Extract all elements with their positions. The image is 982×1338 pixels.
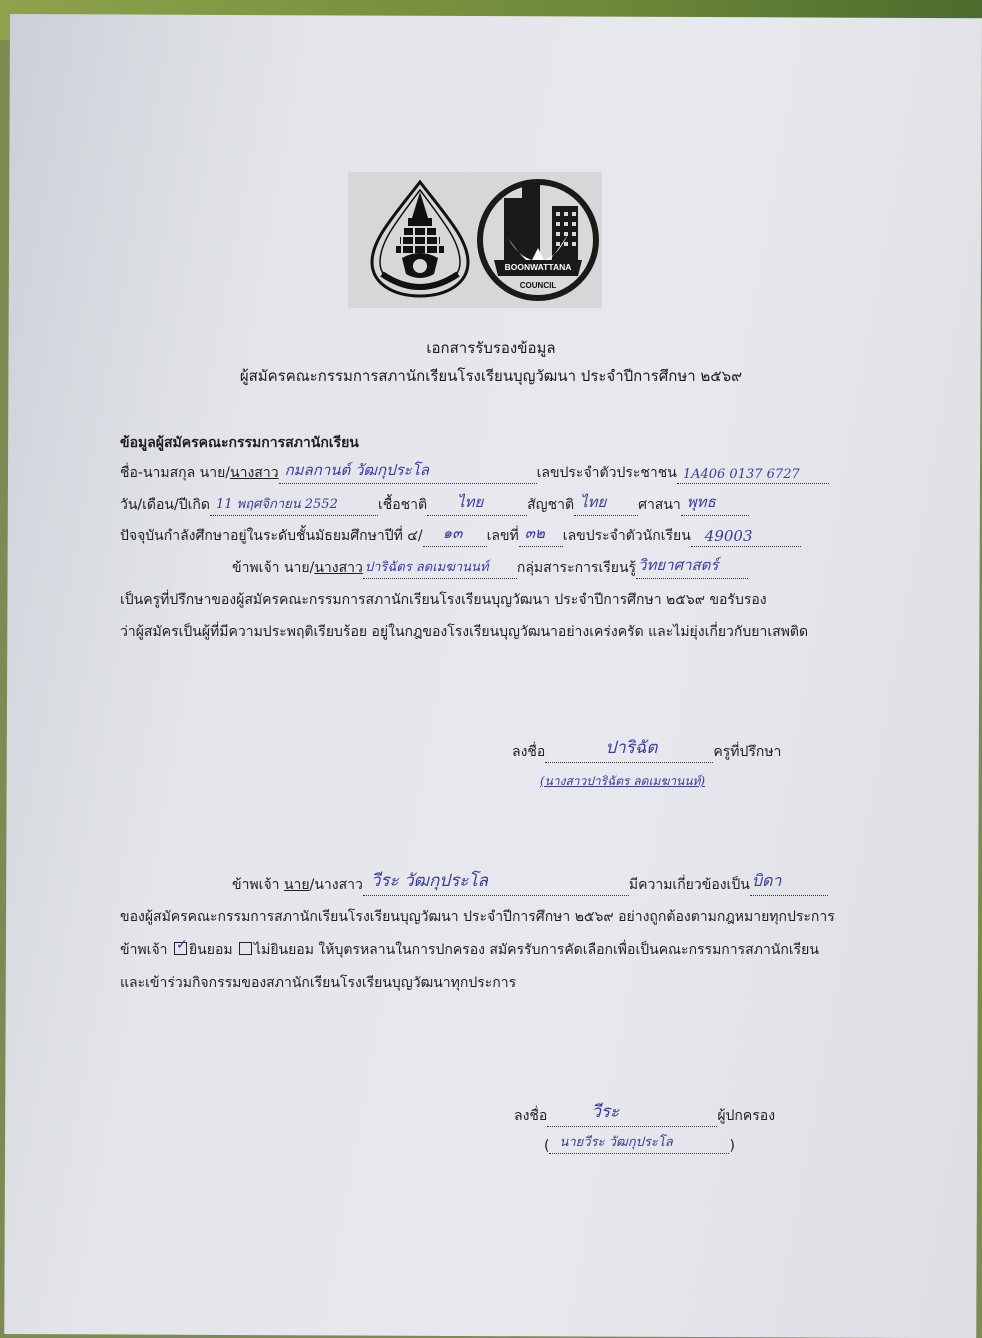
document-subtitle: ผู้สมัครคณะกรรมการสภานักเรียนโรงเรียนบุญวัฒนา ประจำปีการศึกษา ๒๕๖๙ <box>239 367 743 385</box>
guardian-signature-row <box>514 1102 776 1127</box>
document-title: เอกสารรับรองข้อมูล <box>426 339 556 357</box>
name-label: ชื่อ-นามสกุล นาย/ <box>120 465 231 481</box>
check-icon: ✓ <box>175 937 188 953</box>
consent-prefix: ข้าพเจ้า <box>120 942 168 958</box>
student-id-label: เลขประจำตัวนักเรียน <box>562 528 691 544</box>
applicant-id-field[interactable] <box>677 467 829 484</box>
advisor-signature-row <box>512 738 782 763</box>
council-logo-text-2: COUNCIL <box>519 281 557 290</box>
religion-field[interactable] <box>681 493 749 516</box>
nationality-label: สัญชาติ <box>527 497 575 513</box>
nationality-field[interactable] <box>574 493 638 516</box>
dob-label: วัน/เดือน/ปีเกิด <box>120 497 210 513</box>
advisor-prefix-ms: นางสาว <box>314 560 363 576</box>
guardian-name-row <box>232 871 828 896</box>
advisor-name-row <box>232 557 748 579</box>
school-seal-logo <box>360 178 480 298</box>
religion-value: พุทธ <box>686 493 716 511</box>
guardian-printed-name: นายวีระ วัฒกุประโล <box>559 1135 673 1150</box>
guardian-relation-field[interactable] <box>750 871 828 896</box>
race-label: เชื้อชาติ <box>377 497 428 513</box>
advisor-group-field[interactable] <box>636 556 748 579</box>
advisor-sign-label: ลงชื่อ <box>512 744 546 760</box>
student-id-field[interactable] <box>691 527 801 547</box>
advisor-printed-name: (นางสาวปาริฉัตร ลดเมฆานนท์) <box>540 774 706 788</box>
guardian-sign-label: ลงชื่อ <box>514 1108 548 1124</box>
guardian-prefix-mr: นาย <box>283 877 310 893</box>
grade-label: ปัจจุบันกำลังศึกษาอยู่ในระดับชั้นมัธยมศึกษาปีที่ ๔/ <box>120 528 423 544</box>
guardian-paragraph-1: ของผู้สมัครคณะกรรมการสภานักเรียนโรงเรียนบุญวัฒนา ประจำปีการศึกษา ๒๕๖๙ อย่างถูกต้องตามกฎหมายทุกประการ <box>120 909 835 925</box>
id-label: เลขประจำตัวประชาชน <box>536 465 677 481</box>
guardian-paragraph-3: และเข้าร่วมกิจกรรมของสภานักเรียนโรงเรียนบุญวัฒนาทุกประการ <box>120 975 517 991</box>
guardian-printed-name-field <box>549 1137 729 1154</box>
advisor-signature-field[interactable] <box>545 738 713 763</box>
advisor-paragraph-1: เป็นครูที่ปรึกษาของผู้สมัครคณะกรรมการสภานักเรียนโรงเรียนบุญวัฒนา ประจำปีการศึกษา ๒๕๖๙ ขอรับรอง <box>120 592 767 608</box>
applicant-grade-row <box>120 525 801 547</box>
guardian-prefix-label: ข้าพเจ้า <box>232 877 280 893</box>
guardian-relation-label: มีความเกี่ยวข้องเป็น <box>628 877 750 893</box>
guardian-relation-value: บิดา <box>751 871 782 890</box>
advisor-name-field[interactable] <box>363 562 517 579</box>
number-field[interactable] <box>519 524 563 547</box>
grade-value: ๑๓ <box>442 524 463 542</box>
guardian-printed-name-row: ( นายวีระ วัฒกุประโล ) <box>544 1137 735 1154</box>
dob-field[interactable] <box>210 499 378 516</box>
guardian-role-label: ผู้ปกครอง <box>717 1108 776 1124</box>
guardian-prefix-rest: /นางสาว <box>309 877 363 893</box>
applicant-dob-row <box>120 494 749 516</box>
guardian-name-field[interactable] <box>363 871 629 896</box>
consent-no-label: ไม่ยินยอม <box>254 942 314 958</box>
race-field[interactable] <box>427 493 527 516</box>
religion-label: ศาสนา <box>638 497 681 513</box>
applicant-name-field[interactable] <box>279 461 537 484</box>
student-id-value: 49003 <box>704 527 753 545</box>
applicant-id-value: 1A406 0137 6727 <box>682 467 800 482</box>
advisor-signature: ปาริฉัต <box>605 738 658 758</box>
advisor-role-label: ครูที่ปรึกษา <box>713 744 782 760</box>
advisor-group-label: กลุ่มสาระการเรียนรู้ <box>516 560 637 576</box>
consent-yes-checkbox[interactable] <box>174 937 188 955</box>
consent-no-checkbox[interactable] <box>239 942 252 955</box>
council-logo <box>474 176 602 304</box>
advisor-paragraph-2: ว่าผู้สมัครเป็นผู้ที่มีความประพฤติเรียบร้อย อยู่ในกฎของโรงเรียนบุญวัฒนาอย่างเคร่งครัด และไม่ยุ่งเกี่ยวกับยาเสพติด <box>120 624 809 640</box>
advisor-group-value: วิทยาศาสตร์ <box>638 556 719 574</box>
applicant-name-value: กมลกานต์ วัฒกุประโล <box>284 461 429 479</box>
dob-value: 11 พฤศจิกายน 2552 <box>215 497 338 512</box>
nationality-value: ไทย <box>580 493 607 511</box>
council-logo-text-1: BOONWATTANA <box>504 262 572 272</box>
guardian-signature-field[interactable] <box>547 1102 717 1127</box>
number-label: เลขที่ <box>486 528 519 544</box>
guardian-signature: วีระ <box>591 1102 620 1122</box>
consent-rest: ให้บุตรหลานในการปกครอง สมัครรับการคัดเลือกเพื่อเป็นคณะกรรมการสภานักเรียน <box>318 942 819 958</box>
advisor-prefix-label: ข้าพเจ้า นาย/ <box>232 560 315 576</box>
advisor-name-value: ปาริฉัตร ลดเมฆานนท์ <box>364 560 489 575</box>
name-label-ms: นางสาว <box>230 465 279 481</box>
grade-field[interactable] <box>423 524 487 547</box>
applicant-section-title: ข้อมูลผู้สมัครคณะกรรมการสภานักเรียน <box>120 435 359 451</box>
race-value: ไทย <box>457 493 484 511</box>
number-value: ๓๒ <box>524 524 545 542</box>
consent-yes-label: ยินยอม <box>188 942 233 958</box>
applicant-name-row <box>120 462 829 484</box>
guardian-consent-row <box>120 939 819 961</box>
guardian-name-value: วีระ วัฒกุประโล <box>370 871 488 891</box>
